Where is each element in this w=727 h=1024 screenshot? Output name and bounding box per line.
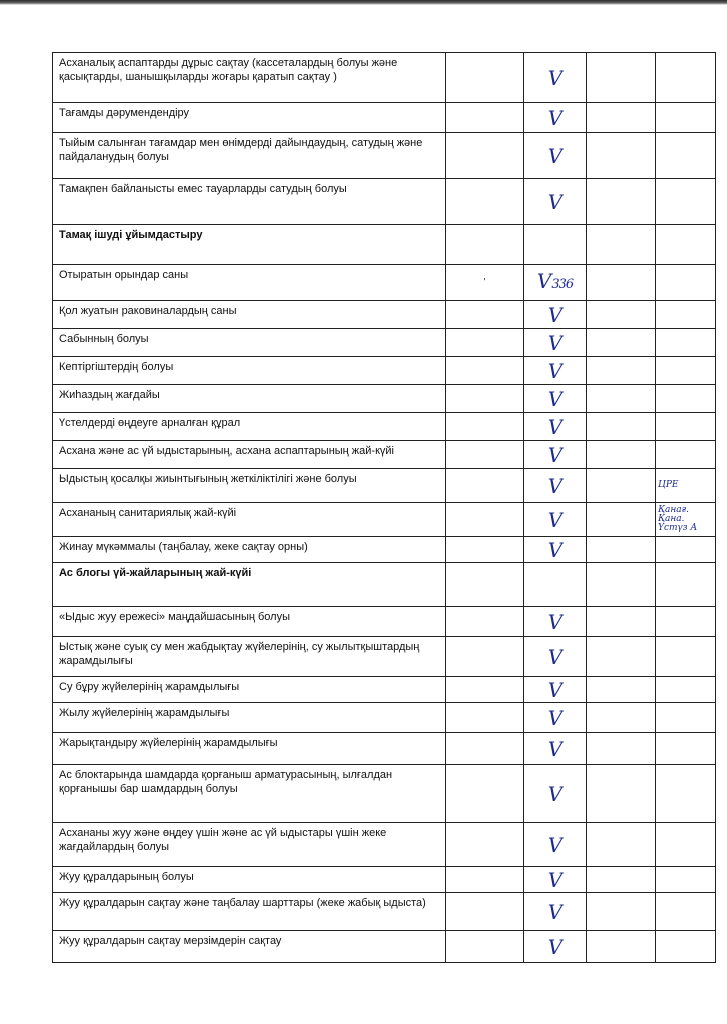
check-mark-glyph: V bbox=[547, 414, 563, 439]
table-row bbox=[53, 385, 716, 413]
col-2-cell bbox=[524, 867, 587, 893]
criterion-cell bbox=[53, 133, 446, 179]
criterion-cell bbox=[53, 765, 446, 823]
handwritten-note: Қанағ. Қана. Үстүз А bbox=[658, 505, 698, 533]
col-2-cell bbox=[524, 225, 587, 265]
section-row bbox=[53, 563, 716, 607]
criterion-cell bbox=[53, 179, 446, 225]
criterion-cell bbox=[53, 225, 446, 265]
criterion-text: «Ыдыс жуу ережесі» маңдайшасының болуы bbox=[59, 611, 290, 623]
col-1-cell bbox=[446, 765, 524, 823]
col-4-cell bbox=[656, 563, 716, 607]
col-2-cell bbox=[524, 179, 587, 225]
check-mark-glyph: V bbox=[547, 899, 563, 924]
col-3-cell bbox=[587, 301, 656, 329]
criterion-text: Отыратын орындар саны bbox=[59, 269, 189, 281]
col-4-cell bbox=[656, 133, 716, 179]
check-mark-glyph: V bbox=[547, 189, 563, 214]
check-mark-glyph: V bbox=[547, 143, 563, 168]
col-1-cell bbox=[446, 225, 524, 265]
check-mark-glyph: V bbox=[547, 65, 563, 90]
col-2-cell bbox=[524, 563, 587, 607]
col-1-cell bbox=[446, 563, 524, 607]
criterion-cell bbox=[53, 823, 446, 867]
criterion-text: Ыстық және суық су мен жабдықтау жүйелерінің, су жылытқыштардың жарамдылығы bbox=[59, 641, 420, 667]
criterion-cell bbox=[53, 357, 446, 385]
col-3-cell bbox=[587, 503, 656, 537]
criterion-text: Жуу құралдарының болуы bbox=[59, 871, 194, 883]
criterion-text: Асханалық аспаптарды дұрыс сақтау (кассеталардың болуы және қасықтарды, шанышқыларды жоғары қаратып сақтау ) bbox=[59, 57, 398, 83]
col-1-cell bbox=[446, 637, 524, 677]
table-row bbox=[53, 677, 716, 703]
table-row bbox=[53, 469, 716, 503]
table-row bbox=[53, 703, 716, 733]
col-4-cell bbox=[656, 733, 716, 765]
col-2-cell bbox=[524, 637, 587, 677]
section-title: Ас блогы үй-жайларының жай-күйі bbox=[59, 567, 252, 579]
col-1-cell bbox=[446, 385, 524, 413]
criterion-text: Жиһаздың жағдайы bbox=[59, 389, 160, 401]
col-3-cell bbox=[587, 867, 656, 893]
check-mark bbox=[524, 781, 586, 806]
col-3-cell bbox=[587, 179, 656, 225]
table-row bbox=[53, 607, 716, 637]
col-4-cell bbox=[656, 265, 716, 301]
col-1-cell bbox=[446, 265, 524, 301]
check-mark bbox=[524, 386, 586, 411]
check-mark bbox=[524, 832, 586, 857]
col-4-cell bbox=[656, 357, 716, 385]
criterion-text: Жинау мүкәммалы (таңбалау, жеке сақтау орны) bbox=[59, 541, 308, 553]
criterion-text: Ыдыстың қосалқы жиынтығының жеткіліктілігі және болуы bbox=[59, 473, 357, 485]
col-1-cell bbox=[446, 133, 524, 179]
criterion-cell bbox=[53, 677, 446, 703]
col-3-cell bbox=[587, 329, 656, 357]
check-mark-glyph: V bbox=[547, 105, 563, 130]
col-1-cell bbox=[446, 703, 524, 733]
col-4-cell bbox=[656, 329, 716, 357]
criterion-cell bbox=[53, 607, 446, 637]
check-mark-glyph: V bbox=[547, 358, 563, 383]
col-3-cell bbox=[587, 225, 656, 265]
criterion-cell bbox=[53, 867, 446, 893]
col-3-cell bbox=[587, 765, 656, 823]
col-4-cell bbox=[656, 765, 716, 823]
col-3-cell bbox=[587, 133, 656, 179]
check-mark bbox=[524, 442, 586, 467]
col-2-cell bbox=[524, 765, 587, 823]
check-mark bbox=[524, 705, 586, 730]
col-1-cell bbox=[446, 823, 524, 867]
col-3-cell bbox=[587, 893, 656, 931]
col-2-cell bbox=[524, 103, 587, 133]
criterion-cell bbox=[53, 703, 446, 733]
col-4-cell bbox=[656, 301, 716, 329]
criterion-cell bbox=[53, 53, 446, 103]
col-1-cell bbox=[446, 329, 524, 357]
col-4-cell bbox=[656, 53, 716, 103]
col-3-cell bbox=[587, 469, 656, 503]
table-row bbox=[53, 867, 716, 893]
criterion-cell bbox=[53, 413, 446, 441]
criterion-text: Қол жуатын раковиналардың саны bbox=[59, 305, 237, 317]
col-1-cell bbox=[446, 357, 524, 385]
criterion-text: Кептіргіштердің болуы bbox=[59, 361, 174, 373]
table-row bbox=[53, 931, 716, 963]
handwritten-count: 336 bbox=[551, 276, 574, 292]
col-4-cell bbox=[656, 703, 716, 733]
criterion-text: Асхана және ас үй ыдыстарының, асхана аспаптарының жай-күйі bbox=[59, 445, 394, 457]
col-1-cell bbox=[446, 867, 524, 893]
table-row bbox=[53, 765, 716, 823]
col-4-cell bbox=[656, 931, 716, 963]
check-mark bbox=[524, 609, 586, 634]
check-mark bbox=[524, 143, 586, 168]
col-1-cell bbox=[446, 103, 524, 133]
check-mark-glyph: V bbox=[547, 867, 563, 892]
table-row bbox=[53, 301, 716, 329]
col-4-cell bbox=[656, 441, 716, 469]
col-4-cell bbox=[656, 179, 716, 225]
criterion-text: Жылу жүйелерінің жарамдылығы bbox=[59, 707, 230, 719]
criterion-text: Су бұру жүйелерінің жарамдылығы bbox=[59, 681, 240, 693]
table-row bbox=[53, 329, 716, 357]
col-2-cell bbox=[524, 385, 587, 413]
check-mark bbox=[524, 189, 586, 214]
col-3-cell bbox=[587, 563, 656, 607]
criterion-text: Сабынның болуы bbox=[59, 333, 149, 345]
table-row bbox=[53, 133, 716, 179]
col-4-cell bbox=[656, 103, 716, 133]
col-4-cell bbox=[656, 677, 716, 703]
check-mark bbox=[524, 644, 586, 669]
criterion-cell bbox=[53, 385, 446, 413]
col-3-cell bbox=[587, 413, 656, 441]
check-mark bbox=[524, 736, 586, 761]
criterion-cell bbox=[53, 441, 446, 469]
col-3-cell bbox=[587, 265, 656, 301]
criterion-text: Асхананың санитариялық жай-күйі bbox=[59, 507, 237, 519]
criterion-cell bbox=[53, 301, 446, 329]
table-row bbox=[53, 179, 716, 225]
check-mark-glyph: V bbox=[536, 268, 552, 293]
table-row bbox=[53, 733, 716, 765]
col-3-cell bbox=[587, 677, 656, 703]
check-mark bbox=[524, 537, 586, 562]
criterion-text: Жарықтандыру жүйелерінің жарамдылығы bbox=[59, 737, 278, 749]
col-4-cell bbox=[656, 823, 716, 867]
check-mark bbox=[524, 268, 586, 295]
col-3-cell bbox=[587, 607, 656, 637]
criterion-cell bbox=[53, 469, 446, 503]
col-4-cell bbox=[656, 469, 716, 503]
check-mark-glyph: V bbox=[547, 386, 563, 411]
table-row bbox=[53, 893, 716, 931]
check-mark bbox=[524, 358, 586, 383]
criterion-cell bbox=[53, 537, 446, 563]
check-mark-glyph: V bbox=[547, 302, 563, 327]
col-1-cell bbox=[446, 733, 524, 765]
col-1-cell bbox=[446, 503, 524, 537]
col-3-cell bbox=[587, 733, 656, 765]
criterion-cell bbox=[53, 329, 446, 357]
check-mark-glyph: V bbox=[547, 677, 563, 702]
check-mark-glyph: V bbox=[547, 442, 563, 467]
col-1-cell bbox=[446, 53, 524, 103]
col-1-cell bbox=[446, 301, 524, 329]
col-3-cell bbox=[587, 823, 656, 867]
check-mark-glyph: V bbox=[547, 705, 563, 730]
check-mark bbox=[524, 934, 586, 959]
check-mark-glyph: V bbox=[547, 736, 563, 761]
col-4-cell bbox=[656, 413, 716, 441]
col-2-cell bbox=[524, 329, 587, 357]
col-1-cell bbox=[446, 179, 524, 225]
criterion-cell bbox=[53, 503, 446, 537]
scan-top-edge bbox=[0, 0, 727, 5]
check-mark bbox=[524, 65, 586, 90]
criterion-text: Үстелдерді өңдеуге арналған құрал bbox=[59, 417, 241, 429]
col-2-cell bbox=[524, 53, 587, 103]
col-3-cell bbox=[587, 537, 656, 563]
check-mark-glyph: V bbox=[547, 609, 563, 634]
col-2-cell bbox=[524, 469, 587, 503]
col-2-cell bbox=[524, 703, 587, 733]
col-3-cell bbox=[587, 53, 656, 103]
col-2-cell bbox=[524, 301, 587, 329]
table-row bbox=[53, 537, 716, 563]
col-1-cell bbox=[446, 931, 524, 963]
criterion-text: Жуу құралдарын сақтау мерзімдерін сақтау bbox=[59, 935, 282, 947]
col-2-cell bbox=[524, 733, 587, 765]
check-mark bbox=[524, 473, 586, 498]
col-2-cell bbox=[524, 607, 587, 637]
criterion-text: Тамақпен байланысты емес тауарларды сатудың болуы bbox=[59, 183, 347, 195]
criterion-cell bbox=[53, 893, 446, 931]
table-row bbox=[53, 503, 716, 537]
check-mark-glyph: V bbox=[547, 644, 563, 669]
col-1-cell bbox=[446, 441, 524, 469]
check-mark bbox=[524, 507, 586, 532]
col-1-cell bbox=[446, 677, 524, 703]
check-mark bbox=[524, 677, 586, 702]
table-row bbox=[53, 53, 716, 103]
table-row bbox=[53, 103, 716, 133]
criterion-cell bbox=[53, 733, 446, 765]
criterion-text: Тыйым салынған тағамдар мен өнімдерді дайындаудың, сатудың және пайдаланудың болуы bbox=[59, 137, 423, 163]
col-4-cell bbox=[656, 607, 716, 637]
criterion-cell bbox=[53, 931, 446, 963]
check-mark bbox=[524, 105, 586, 130]
criterion-text: Тағамды дәрумендендіру bbox=[59, 107, 190, 119]
col-4-cell bbox=[656, 503, 716, 537]
col-2-cell bbox=[524, 823, 587, 867]
col-3-cell bbox=[587, 385, 656, 413]
table-row bbox=[53, 823, 716, 867]
col-4-cell bbox=[656, 225, 716, 265]
check-mark bbox=[524, 414, 586, 439]
table-row bbox=[53, 637, 716, 677]
col-1-cell bbox=[446, 413, 524, 441]
check-mark-glyph: V bbox=[547, 330, 563, 355]
criterion-cell bbox=[53, 103, 446, 133]
col-2-cell bbox=[524, 677, 587, 703]
col-3-cell bbox=[587, 703, 656, 733]
col-3-cell bbox=[587, 931, 656, 963]
col-3-cell bbox=[587, 441, 656, 469]
col-1-cell bbox=[446, 469, 524, 503]
table-row bbox=[53, 265, 716, 301]
col-2-cell bbox=[524, 265, 587, 301]
col-2-cell bbox=[524, 893, 587, 931]
table-row bbox=[53, 441, 716, 469]
col-3-cell bbox=[587, 357, 656, 385]
col-4-cell bbox=[656, 385, 716, 413]
col-2-cell bbox=[524, 413, 587, 441]
check-mark bbox=[524, 867, 586, 892]
col-2-cell bbox=[524, 133, 587, 179]
section-row bbox=[53, 225, 716, 265]
check-mark bbox=[524, 899, 586, 924]
criterion-cell bbox=[53, 265, 446, 301]
check-mark-glyph: V bbox=[547, 537, 563, 562]
check-mark-glyph: V bbox=[547, 507, 563, 532]
checklist-sheet bbox=[52, 52, 698, 963]
col-4-cell bbox=[656, 537, 716, 563]
checklist-table bbox=[52, 52, 716, 963]
col-4-cell bbox=[656, 637, 716, 677]
check-mark bbox=[524, 330, 586, 355]
check-mark-glyph: V bbox=[547, 934, 563, 959]
table-row bbox=[53, 413, 716, 441]
criterion-text: Жуу құралдарын сақтау және таңбалау шарттары (жеке жабық ыдыста) bbox=[59, 897, 426, 909]
criterion-cell bbox=[53, 563, 446, 607]
col-2-cell bbox=[524, 357, 587, 385]
criterion-text: Ас блоктарында шамдарда қорғаныш арматурасының, ылғалдан қорғанышы бар шамдардың болуы bbox=[59, 769, 393, 795]
col-2-cell bbox=[524, 503, 587, 537]
handwritten-note: ЦРЕ bbox=[658, 480, 679, 490]
criterion-text: Асхананы жуу және өңдеу үшін және ас үй ыдыстары үшін жеке жағдайлардың болуы bbox=[59, 827, 387, 853]
check-mark-glyph: V bbox=[547, 473, 563, 498]
criterion-cell bbox=[53, 637, 446, 677]
col-2-cell bbox=[524, 441, 587, 469]
col-4-cell bbox=[656, 893, 716, 931]
col-1-cell bbox=[446, 893, 524, 931]
table-row bbox=[53, 357, 716, 385]
col-2-cell bbox=[524, 537, 587, 563]
check-mark-glyph: V bbox=[547, 781, 563, 806]
check-mark-glyph: V bbox=[547, 832, 563, 857]
section-title: Тамақ ішуді ұйымдастыру bbox=[59, 229, 203, 241]
pen-dot: ' bbox=[483, 276, 486, 288]
col-3-cell bbox=[587, 637, 656, 677]
col-4-cell bbox=[656, 867, 716, 893]
col-1-cell bbox=[446, 537, 524, 563]
check-mark bbox=[524, 302, 586, 327]
col-2-cell bbox=[524, 931, 587, 963]
col-3-cell bbox=[587, 103, 656, 133]
col-1-cell bbox=[446, 607, 524, 637]
